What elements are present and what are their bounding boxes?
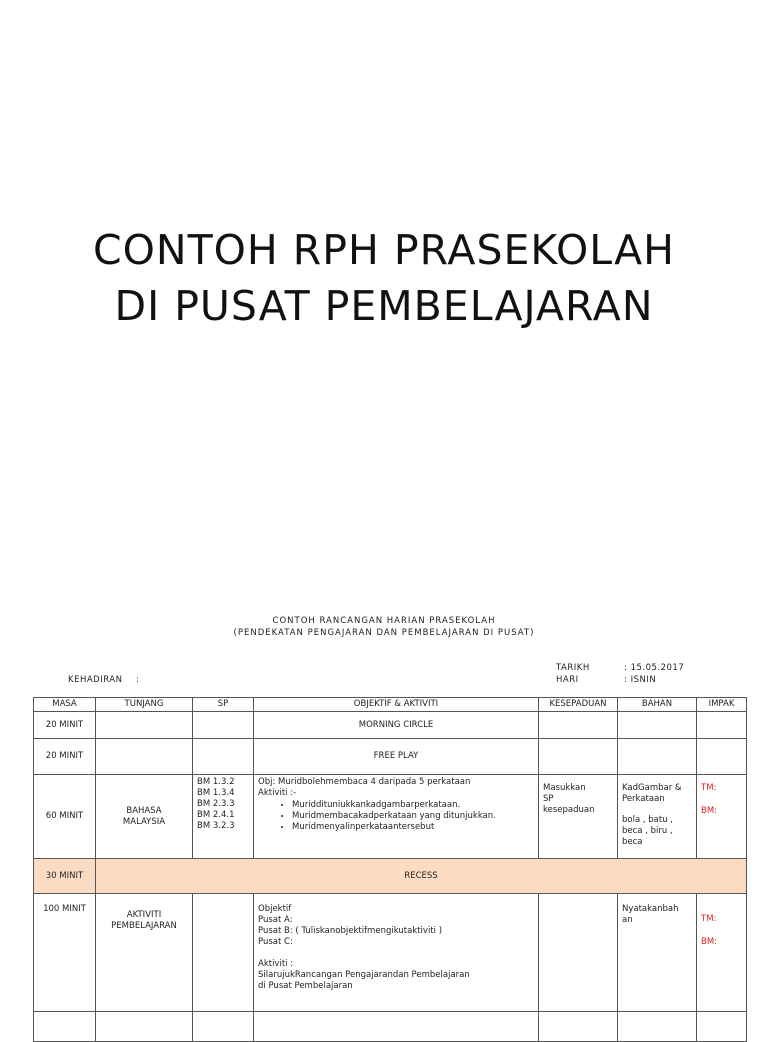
kesepaduan-cell — [539, 775, 618, 859]
header-tunjang: TUNJANG — [96, 698, 193, 712]
tarikh-value: : 15.05.2017 — [624, 663, 685, 673]
masa-cell: 100 MINIT — [34, 894, 96, 1012]
objektif-line: Objektif — [258, 904, 292, 914]
sp-code: BM 1.3.4 — [197, 788, 235, 798]
title-line-1: CONTOH RPH PRASEKOLAH — [93, 226, 675, 274]
sp-code: BM 1.3.2 — [197, 777, 235, 787]
objektif-cell: FREE PLAY — [254, 739, 539, 775]
objektif-line — [258, 948, 534, 959]
bahan-line — [622, 805, 692, 815]
table-row — [34, 1012, 747, 1042]
recess-label: RECESS — [96, 859, 747, 894]
masa-cell: 30 MINIT — [34, 859, 96, 894]
impak-bm: BM: — [701, 806, 718, 816]
bahan-line: Perkataan — [622, 794, 665, 804]
header-masa: MASA — [34, 698, 96, 712]
impak-tm: TM: — [701, 914, 717, 924]
bahan-line: beca — [622, 837, 643, 847]
header-objektif: OBJEKTIF & AKTIVITI — [254, 698, 539, 712]
impak-cell — [697, 775, 747, 859]
kehadiran-value: : — [136, 675, 140, 685]
objektif-line: Pusat C: — [258, 937, 293, 947]
objektif-line: di Pusat Pembelajaran — [258, 981, 353, 991]
aktiviti-label: Aktiviti :- — [258, 788, 297, 798]
rph-table — [33, 697, 747, 1042]
header-impak: IMPAK — [697, 698, 747, 712]
kehadiran-label: KEHADIRAN — [68, 675, 123, 685]
bahan-line: beca , biru , — [622, 826, 673, 836]
objektif-line: Aktiviti : — [258, 959, 294, 969]
objektif-line: Pusat A: — [258, 915, 293, 925]
tunjang-line: BAHASA — [126, 805, 162, 816]
subtitle-line-2: (PENDEKATAN PENGAJARAN DAN PEMBELAJARAN DI PUSAT) — [233, 628, 535, 638]
tarikh-label: TARIKH — [556, 663, 590, 673]
impak-tm: TM: — [701, 783, 717, 793]
sp-code: BM 2.3.3 — [197, 799, 235, 809]
recess-row — [34, 859, 747, 894]
tunjang-line: PEMBELAJARAN — [111, 921, 177, 931]
sp-code: BM 3.2.3 — [197, 821, 235, 831]
document-title — [0, 222, 768, 334]
objektif-line: SilarujukRancangan Pengajarandan Pembelajaran — [258, 970, 470, 980]
kesepaduan-line: SP — [543, 794, 554, 804]
objektif-cell — [254, 775, 539, 859]
kesepaduan-line: kesepaduan — [543, 805, 595, 815]
objektif-text: Obj: Muridbolehmembaca 4 daripada 5 perkataan — [258, 777, 471, 787]
impak-cell — [697, 894, 747, 1012]
table-row — [34, 894, 747, 1012]
objektif-cell — [254, 894, 539, 1012]
table-header-row — [34, 698, 747, 712]
bahan-line: Nyatakanbah — [622, 904, 679, 914]
bahan-cell — [618, 775, 697, 859]
table-row — [34, 712, 747, 739]
objektif-cell: MORNING CIRCLE — [254, 712, 539, 739]
title-line-2: DI PUSAT PEMBELAJARAN — [114, 282, 654, 330]
tunjang-line: MALAYSIA — [122, 816, 166, 827]
list-item: • Muridmenyalinperkataantersebut — [292, 822, 534, 833]
sp-code: BM 2.4.1 — [197, 810, 235, 820]
document-subtitle — [0, 615, 768, 639]
sp-cell — [193, 775, 254, 859]
bahan-cell — [618, 894, 697, 1012]
hari-label: HARI — [556, 675, 579, 685]
hari-value: : ISNIN — [624, 675, 657, 685]
tunjang-cell — [96, 775, 193, 859]
tunjang-line: AKTIVITI — [126, 910, 162, 920]
bahan-line: KadGambar & — [622, 783, 682, 793]
meta-kehadiran — [68, 674, 139, 686]
header-sp: SP — [193, 698, 254, 712]
tunjang-cell — [96, 894, 193, 1012]
impak-bm: BM: — [701, 937, 718, 947]
bahan-line: an — [622, 915, 633, 925]
masa-cell: 20 MINIT — [34, 739, 96, 775]
table-row — [34, 775, 747, 859]
objektif-line: Pusat B: ( Tuliskanobjektifmengikutaktiviti ) — [258, 926, 443, 936]
kesepaduan-line: Masukkan — [543, 783, 586, 793]
table-row — [34, 739, 747, 775]
bahan-line: bola , batu , — [622, 815, 673, 825]
masa-cell: 20 MINIT — [34, 712, 96, 739]
subtitle-line-1: CONTOH RANCANGAN HARIAN PRASEKOLAH — [272, 616, 496, 626]
masa-cell: 60 MINIT — [34, 775, 96, 859]
list-item: • Muriddituniukkankadgambarperkataan. — [292, 800, 534, 811]
header-kesepaduan: KESEPADUAN — [539, 698, 618, 712]
meta-date-block — [556, 662, 684, 686]
list-item: • Muridmembacakadperkataan yang ditunjukkan. — [292, 811, 534, 822]
aktiviti-list — [258, 800, 534, 833]
header-bahan: BAHAN — [618, 698, 697, 712]
